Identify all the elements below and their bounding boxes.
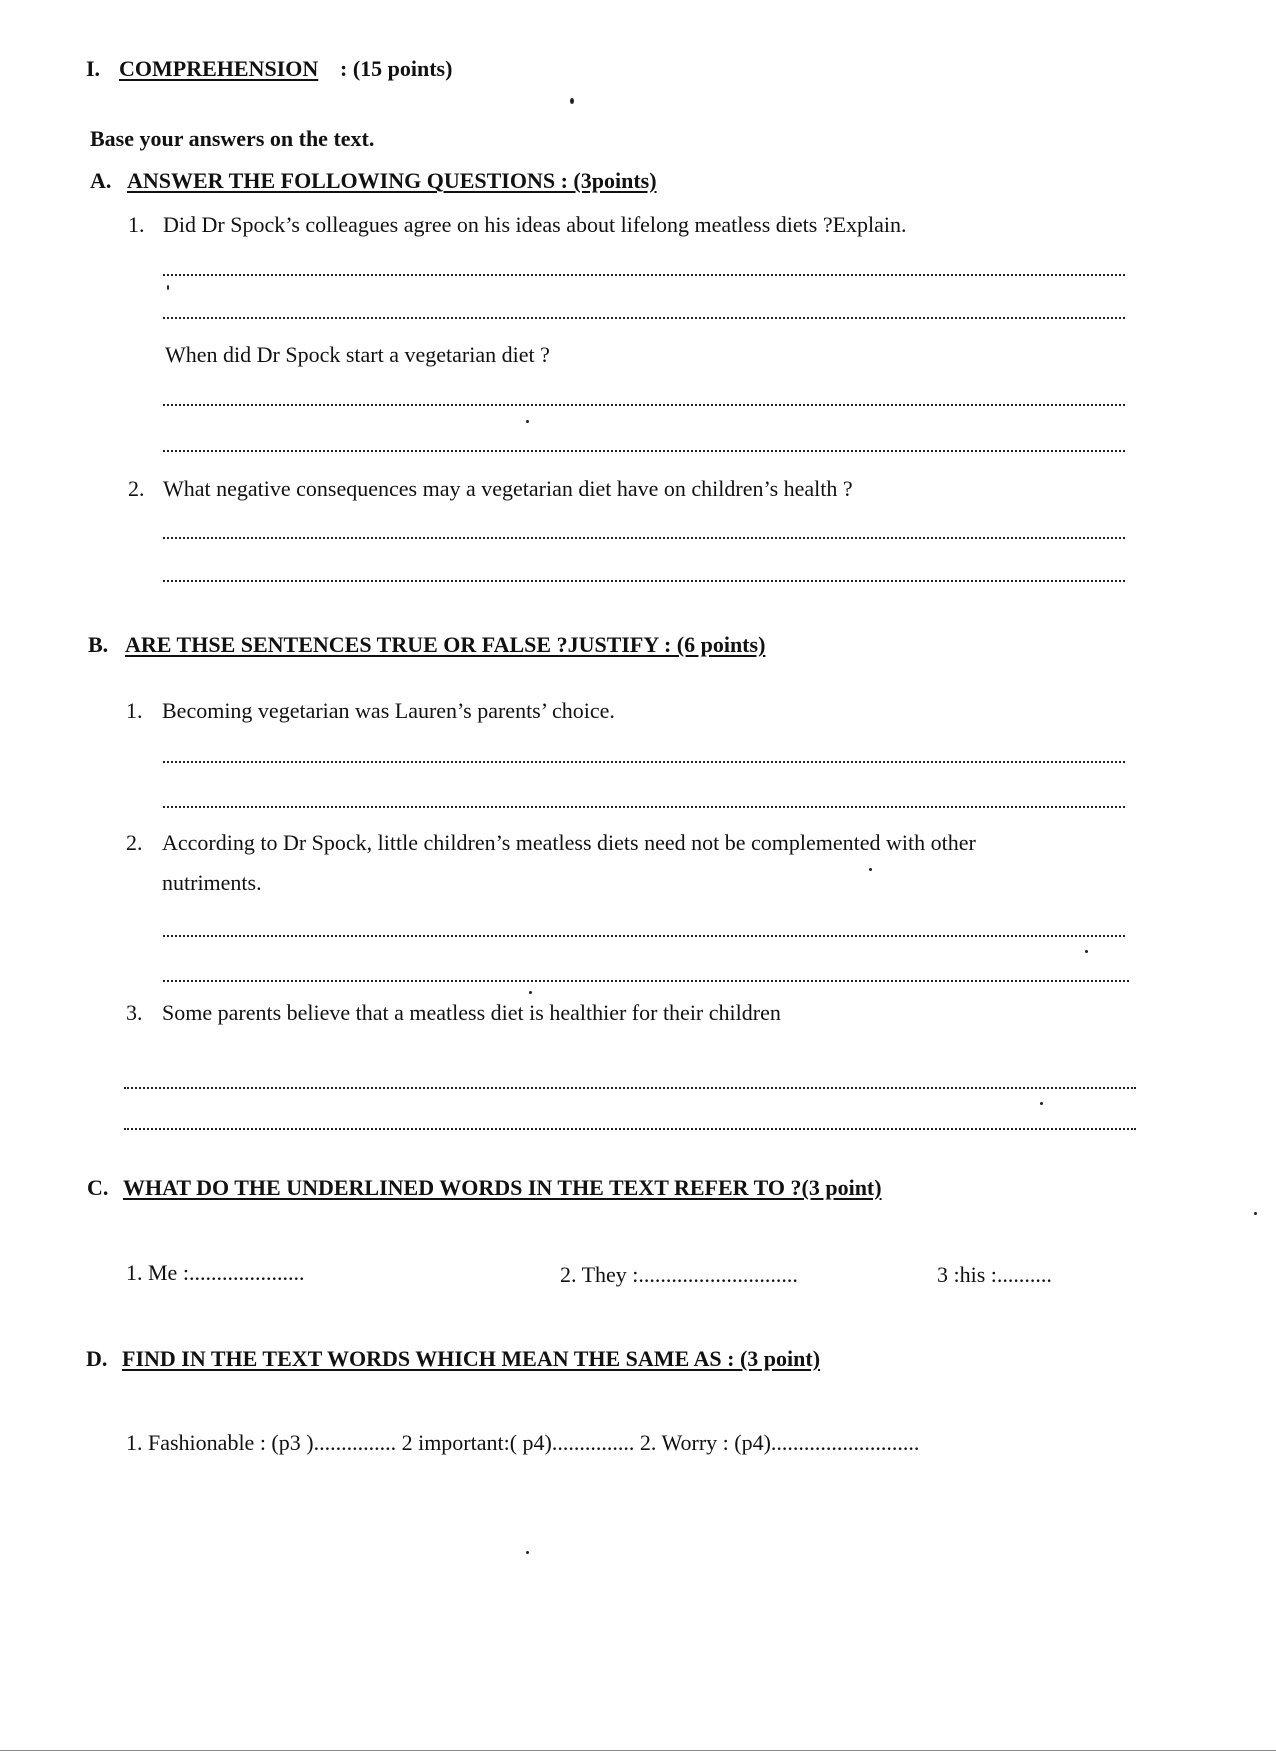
scan-speck: [570, 98, 574, 104]
answer-line[interactable]: [163, 757, 1125, 763]
answer-line[interactable]: [163, 533, 1125, 539]
section-points: : (15 points): [340, 56, 453, 81]
section-title: COMPREHENSION: [119, 56, 319, 81]
scan-speck: [526, 420, 529, 423]
answer-line[interactable]: [163, 270, 1125, 276]
answer-line[interactable]: [163, 400, 1125, 406]
statement-b2-text-line1: According to Dr Spock, little children’s meatless diets need not be complemented with other: [162, 830, 976, 855]
part-a-heading: ANSWER THE FOLLOWING QUESTIONS : (3points): [127, 168, 657, 193]
statement-b1-number: 1.: [126, 698, 143, 723]
statement-b2-text-line2: nutriments.: [162, 870, 262, 895]
reference-item-2: 2. They :.............................: [560, 1262, 798, 1287]
part-c-heading: WHAT DO THE UNDERLINED WORDS IN THE TEXT REFER TO ?(3 point): [123, 1175, 882, 1200]
base-note: Base your answers on the text.: [90, 126, 375, 151]
answer-line[interactable]: [163, 931, 1125, 937]
answer-line[interactable]: [163, 576, 1125, 582]
statement-b2-number: 2.: [126, 830, 143, 855]
part-a-letter: A.: [90, 168, 112, 193]
answer-line[interactable]: [163, 313, 1125, 319]
scan-speck: [529, 991, 532, 994]
part-b-heading: ARE THSE SENTENCES TRUE OR FALSE ?JUSTIFY : (6 points): [125, 632, 766, 657]
scan-speck: [1254, 1212, 1257, 1215]
statement-b3-number: 3.: [126, 1000, 143, 1025]
part-b-letter: B.: [88, 632, 109, 657]
answer-line[interactable]: [124, 1124, 1136, 1130]
scan-speck: [1040, 1102, 1043, 1105]
statement-b3-text: Some parents believe that a meatless diet is healthier for their children: [162, 1000, 781, 1025]
page-bottom-rule: [0, 1750, 1276, 1751]
statement-b1-text: Becoming vegetarian was Lauren’s parents’ choice.: [162, 698, 615, 723]
answer-line[interactable]: [163, 802, 1125, 808]
reference-item-3: 3 :his :..........: [937, 1262, 1052, 1287]
part-c-letter: C.: [87, 1175, 109, 1200]
section-number: I.: [86, 56, 101, 81]
scan-speck: [526, 1551, 529, 1554]
scan-speck: [167, 285, 169, 290]
answer-line[interactable]: [163, 976, 1129, 982]
question-a1b-text: When did Dr Spock start a vegetarian diet ?: [165, 342, 550, 367]
answer-line[interactable]: [163, 446, 1125, 452]
part-d-letter: D.: [86, 1346, 108, 1371]
scan-speck: [1085, 950, 1088, 953]
question-a2-text: What negative consequences may a vegetarian diet have on children’s health ?: [163, 476, 853, 501]
synonym-items: 1. Fashionable : (p3 )............... 2 important:( p4)............... 2. Worry : (p4)...........................: [126, 1430, 920, 1455]
part-d-heading: FIND IN THE TEXT WORDS WHICH MEAN THE SAME AS : (3 point): [122, 1346, 821, 1371]
reference-item-1: 1. Me :.....................: [126, 1260, 305, 1285]
scan-speck: [869, 868, 872, 871]
question-a1-text: Did Dr Spock’s colleagues agree on his ideas about lifelong meatless diets ?Explain.: [163, 212, 907, 237]
question-a1-number: 1.: [128, 212, 145, 237]
answer-line[interactable]: [124, 1083, 1136, 1089]
question-a2-number: 2.: [128, 476, 145, 501]
